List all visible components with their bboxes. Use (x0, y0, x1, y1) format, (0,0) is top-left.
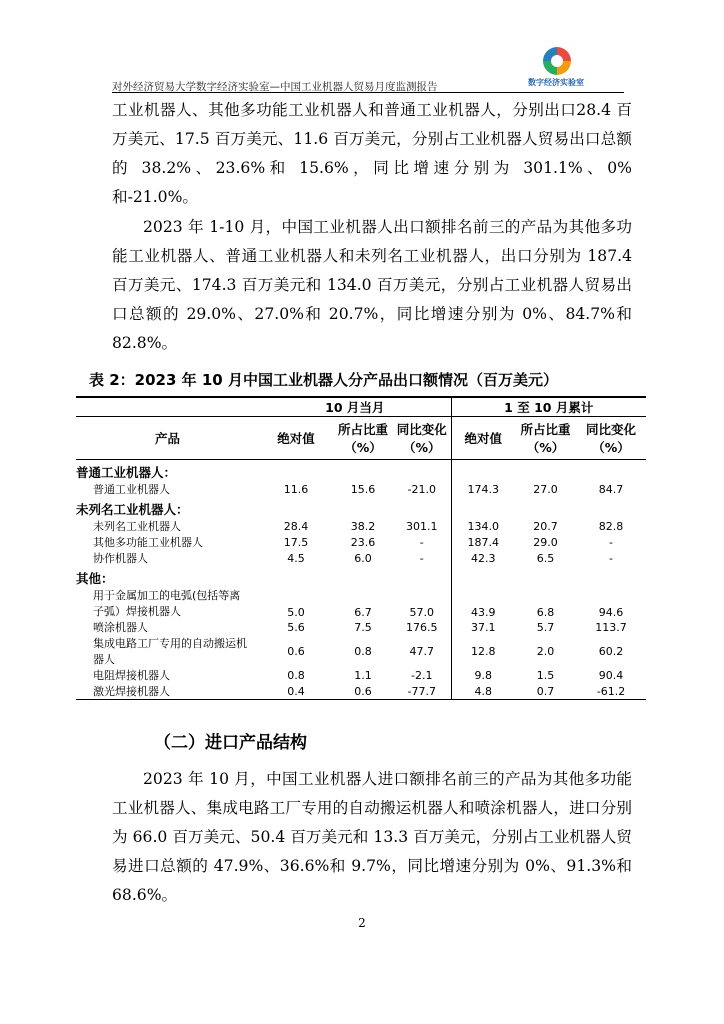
table-row: 电阻焊接机器人 0.8 1.1 -2.1 9.8 1.5 90.4 (93, 668, 624, 682)
lab-logo-text: 数字经济实验室 (528, 78, 584, 87)
table-row: 喷涂机器人 5.6 7.5 176.5 37.1 5.7 113.7 (93, 620, 627, 634)
paragraph-import-top3 (112, 765, 632, 910)
group-header-month: 10 月当月 (259, 397, 451, 417)
col-header-ytd-yoy: 同比变化 （%） (585, 422, 636, 455)
lab-logo-icon (543, 47, 571, 75)
page-number: 2 (358, 916, 366, 930)
section-title-import: （二）进口产品结构 (154, 733, 307, 753)
col-header-month-share: 所占比重 （%） (337, 422, 388, 455)
col-header-month-yoy: 同比变化 （%） (396, 422, 447, 455)
table-row: 其他多功能工业机器人 17.5 23.6 - 187.4 29.0 - (93, 535, 613, 549)
category-row: 其他： (76, 571, 114, 586)
paragraph-export-top3-ytd-text: 2023 年 1-10 月，中国工业机器人出口额排名前三的产品为其他多功能工业机器人、普通工业机器人和未列名工业机器人，出口分别为 187.4 百万美元、174.3 百万美元和 134.0 百万美元，分别占工业机器人贸易出口总额的 29.0%、27.0%和 20.7%，同比增速分别为 0%、84.7%和 82.8%。 (112, 218, 632, 352)
col-header-month-value: 绝对值 (277, 431, 315, 446)
running-header-title: 对外经济贸易大学数字经济实验室—中国工业机器人贸易月度监测报告 (112, 81, 438, 93)
table-row: 激光焊接机器人 0.4 0.6 -77.7 4.8 0.7 -61.2 (76, 683, 646, 700)
category-row: 普通工业机器人： (76, 465, 177, 480)
table-caption: 表 2：2023 年 10 月中国工业机器人分产品出口额情况（百万美元） (89, 371, 558, 389)
table-row: 集成电路工厂专用的自动搬运机器人 0.6 0.8 47.7 12.8 2.0 60.2 (93, 637, 624, 666)
paragraph-export-top3-month: 工业机器人、其他多功能工业机器人和普通工业机器人，分别出口28.4 百万美元、17.5 百万美元、11.6 百万美元，分别占工业机器人贸易出口总额的 38.2%、23.6%和 15.6%，同比增速分别为 301.1%、0%和-21.0%。 (112, 101, 632, 206)
table-row: 未列名工业机器人 28.4 38.2 301.1 134.0 20.7 82.8 (93, 519, 624, 533)
category-row: 未列名工业机器人： (76, 502, 189, 517)
group-header-ytd: 1 至 10 月累计 (451, 397, 646, 417)
product-header: 产品 (154, 431, 180, 446)
paragraph-export-top3-ytd (112, 213, 632, 358)
table-row: 协作机器人 4.5 6.0 - 42.3 6.5 - (93, 551, 613, 565)
export-table (76, 396, 646, 700)
table-row: 用于金属加工的电弧(包括等离子弧）焊接机器人 5.0 6.7 57.0 43.9 6.8 94.6 (93, 589, 624, 619)
col-header-ytd-share: 所占比重 （%） (520, 422, 571, 455)
table-row: 普通工业机器人 11.6 15.6 -21.0 174.3 27.0 84.7 (93, 482, 624, 496)
col-header-ytd-value: 绝对值 (451, 417, 515, 460)
paragraph-import-top3-text: 2023 年 10 月，中国工业机器人进口额排名前三的产品为其他多功能工业机器人、集成电路工厂专用的自动搬运机器人和喷涂机器人，进口分别为 66.0 百万美元、50.4 百万美元和 13.3 百万美元，分别占工业机器人贸易进口总额的 47.9%、36.6%和 9.7%，同比增速分别为 0%、91.3%和 68.6%。 (112, 770, 632, 904)
lab-logo (527, 47, 585, 89)
